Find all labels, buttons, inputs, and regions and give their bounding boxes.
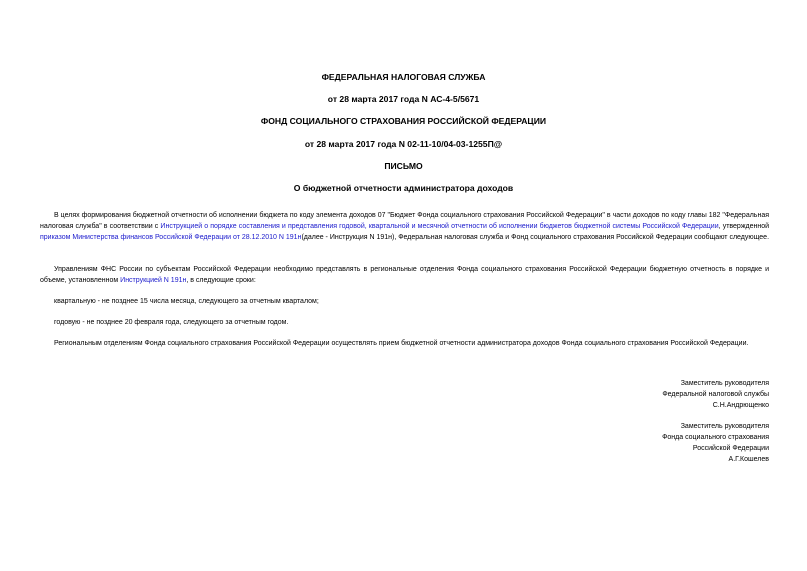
instruction-link[interactable]: Инструкцией о порядке составления и представления годовой, квартальной и месячной отчетности об исполнении бюджетов бюджетной системы Российской Федерации xyxy=(160,223,719,230)
letter-date-fss: от 28 марта 2017 года N 02-11-10/04-03-1255П@ xyxy=(304,139,503,149)
agency-title-fns: ФЕДЕРАЛЬНАЯ НАЛОГОВАЯ СЛУЖБА xyxy=(321,72,486,82)
document-type: ПИСЬМО xyxy=(384,161,423,171)
paragraph-2 xyxy=(40,264,769,286)
paragraph-2-text-a: Управлениям ФНС России по субъектам Российской Федерации необходимо представлять в региональные отделения Фонда социального страхования Российской Федерации бюджетную отчетность в порядке и объеме, установленном xyxy=(40,266,769,284)
signatory-position: Заместитель руководителя xyxy=(680,380,769,387)
signatory-organization: Федеральной налоговой службы xyxy=(662,391,769,398)
paragraph-3: Региональным отделениям Фонда социального страхования Российской Федерации осуществлять прием бюджетной отчетности администратора доходов Фонда социального страхования Российской Федерации. xyxy=(54,340,749,347)
minfin-order-link[interactable]: приказом Министерства финансов Российской Федерации от 28.12.2010 N 191н xyxy=(40,234,302,241)
signatory-name: С.Н.Андрющенко xyxy=(712,402,769,409)
deadline-annual: годовую - не позднее 20 февраля года, следующего за отчетным годом. xyxy=(54,319,289,326)
signature-block-fss xyxy=(662,421,769,465)
paragraph-1-text-b: , утвержденной xyxy=(718,223,770,230)
signatory-organization-cont: Российской Федерации xyxy=(692,445,769,452)
instruction-191n-link[interactable]: Инструкцией N 191н xyxy=(120,277,187,284)
deadline-quarterly: квартальную - не позднее 15 числа месяца, следующего за отчетным кварталом; xyxy=(54,298,319,305)
signatory-organization: Фонда социального страхования xyxy=(662,434,769,441)
paragraph-2-text-b: , в следующие сроки: xyxy=(186,277,256,284)
signature-block-fns xyxy=(662,378,769,411)
paragraph-1 xyxy=(40,210,769,243)
letter-subject: О бюджетной отчетности администратора доходов xyxy=(293,183,514,193)
agency-title-fss: ФОНД СОЦИАЛЬНОГО СТРАХОВАНИЯ РОССИЙСКОЙ ФЕДЕРАЦИИ xyxy=(260,116,547,126)
signatory-position: Заместитель руководителя xyxy=(680,423,769,430)
paragraph-1-text-a: В целях формирования бюджетной отчетности об исполнении бюджета по коду элемента доходов 07 "Бюджет Фонда социального страхования Российской Федерации" в части доходов по коду главы 182 "Федеральная налоговая служба" в соответствии с xyxy=(40,212,769,230)
paragraph-1-text-c: (далее - Инструкция N 191н), Федеральная налоговая служба и Фонд социального страхования Российской Федерации сообщают следующее. xyxy=(301,234,770,241)
letter-date-fns: от 28 марта 2017 года N АС-4-5/5671 xyxy=(327,94,480,104)
signatory-name: А.Г.Кошелев xyxy=(728,456,769,463)
